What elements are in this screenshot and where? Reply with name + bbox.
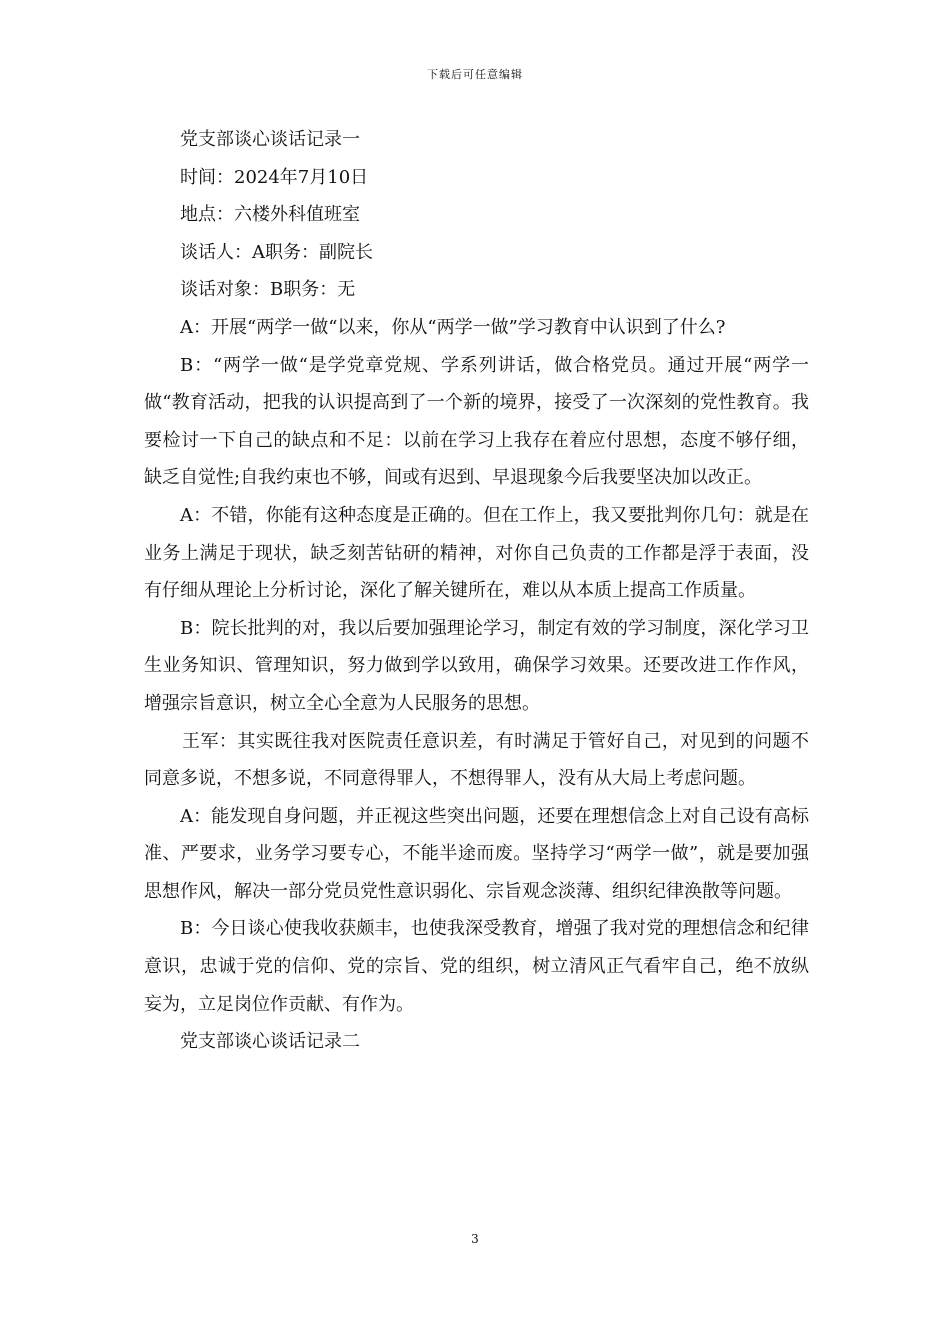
meeting-time: 时间：2024年7月10日 (180, 166, 369, 188)
dialogue-paragraph: 王军：其实既往我对医院责任意识差，有时满足于管好自己，对见到的问题不同意多说，不想多说，不同意得罪人，不想得罪人，没有从大局上考虑问题。 (144, 730, 809, 790)
dialogue-paragraph: A：能发现自身问题，并正视这些突出问题，还要在理想信念上对自己设有高标准、严要求，业务学习要专心，不能半途而废。坚持学习“两学一做”，就是要加强思想作风，解决一部分党员党性意识弱化、宗旨观念淡薄、组织纪律涣散等问题。 (144, 805, 809, 902)
meeting-place: 地点：六楼外科值班室 (180, 204, 360, 226)
next-section-title: 党支部谈心谈话记录二 (180, 1031, 360, 1053)
speaker-info: 谈话人：A职务：副院长 (180, 241, 373, 263)
page-number: 3 (471, 1232, 479, 1246)
document-title: 党支部谈心谈话记录一 (180, 129, 360, 150)
dialogue-paragraph: B：“两学一做“是学党章党规、学系列讲话，做合格党员。通过开展“两学一做“教育活动，把我的认识提高到了一个新的境界，接受了一次深刻的党性教育。我要检讨一下自己的缺点和不足：以前在学习上我存在着应付思想，态度不够仔细，缺乏自觉性;自我约束也不够，间或有迟到、早退现象今后我要坚决加以改正。 (144, 354, 809, 489)
target-info: 谈话对象：B职务：无 (180, 279, 356, 301)
document-body (144, 121, 809, 1061)
dialogue-paragraph: A：开展“两学一做“以来，你从“两学一做”学习教育中认识到了什么? (180, 316, 726, 338)
header-note: 下载后可任意编辑 (427, 68, 523, 81)
dialogue-paragraph: B：院长批判的对，我以后要加强理论学习，制定有效的学习制度，深化学习卫生业务知识、管理知识，努力做到学以致用，确保学习效果。还要改进工作作风，增强宗旨意识，树立全心全意为人民服务的思想。 (144, 617, 809, 714)
dialogue-paragraph: B：今日谈心使我收获颇丰，也使我深受教育，增强了我对党的理想信念和纪律意识，忠诚于党的信仰、党的宗旨、党的组织，树立清风正气看牢自己，绝不放纵妄为，立足岗位作贡献、有作为。 (144, 918, 809, 1015)
dialogue-paragraph: A：不错，你能有这种态度是正确的。但在工作上，我又要批判你几句：就是在业务上满足于现状，缺乏刻苦钻研的精神，对你自己负责的工作都是浮于表面，没有仔细从理论上分析讨论，深化了解关键所在，难以从本质上提高工作质量。 (144, 504, 809, 602)
